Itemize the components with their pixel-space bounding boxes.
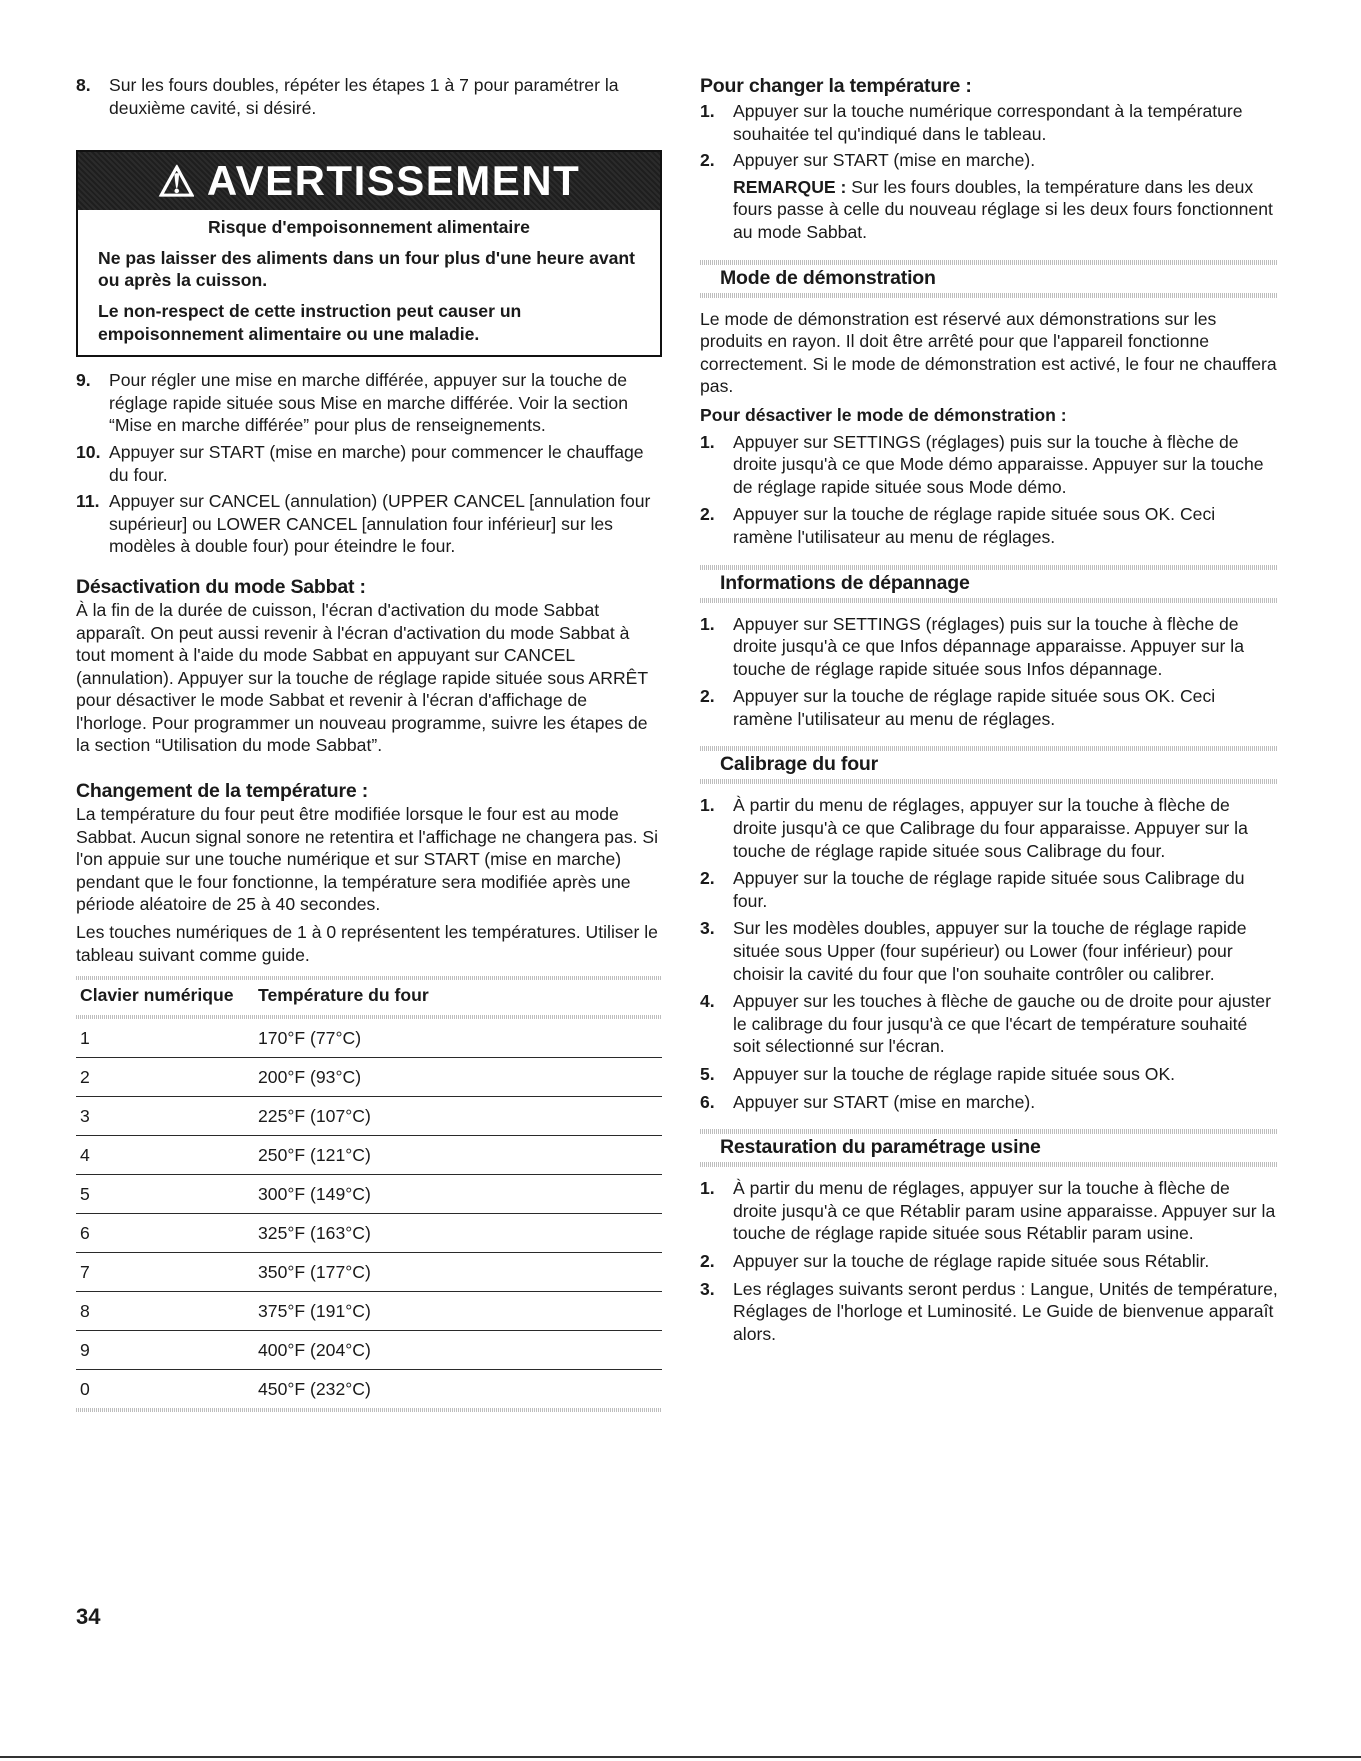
keypad-cell: 7 xyxy=(80,1261,90,1282)
table-row xyxy=(76,1370,662,1408)
keypad-cell: 1 xyxy=(80,1027,90,1048)
warning-box xyxy=(76,150,662,357)
step-number: 2. xyxy=(700,1250,715,1271)
keypad-cell: 4 xyxy=(80,1144,90,1165)
header-temperature: Température du four xyxy=(258,985,429,1006)
step-text: Appuyer sur START (mise en marche). xyxy=(733,150,1036,171)
keypad-cell: 5 xyxy=(80,1183,90,1204)
step-number: 3. xyxy=(700,918,715,939)
step-text: Sur les fours doubles, répéter les étapes 1 à 7 pour paramétrer la deuxième cavité, si désiré. xyxy=(109,75,619,118)
page-number: 34 xyxy=(76,1604,101,1629)
note-label: REMARQUE : xyxy=(733,176,847,197)
warning-banner xyxy=(78,152,660,210)
step-text: Appuyer sur la touche de réglage rapide située sous OK. xyxy=(733,1064,1176,1084)
page-bottom-rule xyxy=(0,1756,1361,1758)
step-text: Appuyer sur la touche de réglage rapide située sous OK. Ceci ramène l'utilisateur au menu de réglages. xyxy=(733,686,1216,729)
steps-list xyxy=(76,369,662,558)
step-text: Appuyer sur START (mise en marche) pour commencer le chauffage du four. xyxy=(109,441,644,485)
step-text: Appuyer sur la touche de réglage rapide située sous Rétablir. xyxy=(733,1250,1210,1271)
step-10 xyxy=(76,441,662,486)
step-8 xyxy=(76,74,662,119)
demo-heading: Mode de démonstration xyxy=(720,266,936,289)
keypad-cell: 9 xyxy=(80,1339,90,1360)
table-row xyxy=(76,1292,662,1331)
keypad-cell: 0 xyxy=(80,1378,90,1399)
step-number: 2. xyxy=(700,686,715,707)
step-number: 8. xyxy=(76,75,91,95)
left-column xyxy=(76,74,662,1412)
info-heading: Informations de dépannage xyxy=(720,571,970,594)
change-step-1 xyxy=(700,100,1278,145)
step-text: Appuyer sur la touche de réglage rapide située sous OK. Ceci ramène l'utilisateur au menu de réglages. xyxy=(733,504,1216,547)
table-row xyxy=(76,1136,662,1175)
temperature-table xyxy=(76,976,662,1412)
table-header xyxy=(76,980,662,1015)
calib-step-4 xyxy=(700,990,1278,1058)
reset-step-1 xyxy=(700,1177,1278,1245)
keypad-cell: 3 xyxy=(80,1105,90,1126)
info-step-2 xyxy=(700,685,1278,730)
temperature-cell: 350°F (177°C) xyxy=(258,1261,371,1282)
calib-step-3 xyxy=(700,917,1278,985)
table-bottom-rule xyxy=(76,1408,662,1412)
table-row xyxy=(76,1097,662,1136)
step-number: 3. xyxy=(700,1278,715,1299)
reset-section-header xyxy=(700,1129,1278,1167)
changement-text-1: La température du four peut être modifiée lorsque le four est au mode Sabbat. Aucun signal sonore ne retentira et l'affichage ne changera pas. Si l'on appuie sur une touche numérique et sur START (mise en marche) pendant que le four fonctionne, la température sera modifiée après une période aléatoire de 25 à 40 secondes. xyxy=(76,804,659,915)
table-body xyxy=(76,1019,662,1408)
calib-step-2 xyxy=(700,867,1278,912)
keypad-cell: 8 xyxy=(80,1300,90,1321)
pour-changer-heading: Pour changer la température : xyxy=(700,75,972,97)
step-number: 1. xyxy=(700,613,715,634)
change-note xyxy=(700,176,1278,244)
info-section-header xyxy=(700,565,1278,603)
table-row xyxy=(76,1058,662,1097)
temperature-cell: 300°F (149°C) xyxy=(258,1183,371,1204)
step-number: 10. xyxy=(76,441,101,462)
step-number: 1. xyxy=(700,795,715,816)
demo-step-1 xyxy=(700,431,1278,499)
temperature-cell: 450°F (232°C) xyxy=(258,1378,371,1399)
temperature-cell: 200°F (93°C) xyxy=(258,1066,362,1087)
demo-step-2 xyxy=(700,503,1278,548)
warning-title: AVERTISSEMENT xyxy=(206,157,581,205)
warning-line-2: Le non-respect de cette instruction peut causer un empoisonnement alimentaire ou une maladie. xyxy=(98,300,522,344)
calib-step-5 xyxy=(700,1063,1278,1086)
calib-step-6 xyxy=(700,1091,1278,1114)
step-number: 2. xyxy=(700,868,715,889)
demo-subheading: Pour désactiver le mode de démonstration : xyxy=(700,404,1067,425)
table-row xyxy=(76,1331,662,1370)
keypad-cell: 2 xyxy=(80,1066,90,1087)
temperature-cell: 250°F (121°C) xyxy=(258,1144,371,1165)
desactivation-text: À la fin de la durée de cuisson, l'écran d'activation du mode Sabbat apparaît. On peut aussi revenir à l'écran d'activation du mode Sabbat à tout moment à l'aide du mode Sabbat en appuyant sur CANCEL (annulation). Appuyer sur la touche de réglage rapide située sous ARRÊT pour désactiver le mode Sabbat et revenir à l'écran d'affichage de l'horloge. Pour programmer un nouveau programme, suivre les étapes de la section “Utilisation du mode Sabbat”. xyxy=(76,599,648,756)
calib-heading: Calibrage du four xyxy=(720,753,879,776)
temperature-cell: 375°F (191°C) xyxy=(258,1300,371,1321)
demo-text: Le mode de démonstration est réservé aux démonstrations sur les produits en rayon. Il doit être arrêté pour que l'appareil fonctionne correctement. Si le mode de démonstration est activé, le four ne chauffera pas. xyxy=(700,308,1277,397)
step-text: Appuyer sur CANCEL (annulation) (UPPER CANCEL [annulation four supérieur] ou LOWER CANCEL [annulation four inférieur] sur les modèles à double four) pour éteindre le four. xyxy=(109,491,651,557)
calib-section-header xyxy=(700,746,1278,784)
demo-section-header xyxy=(700,260,1278,298)
temperature-cell: 400°F (204°C) xyxy=(258,1339,371,1360)
step-number: 1. xyxy=(700,1178,715,1199)
step-text: Appuyer sur SETTINGS (réglages) puis sur la touche à flèche de droite jusqu'à ce que Mode démo apparaisse. Appuyer sur la touche de réglage rapide située sous Mode démo. xyxy=(733,431,1264,497)
step-number: 2. xyxy=(700,150,715,171)
temperature-cell: 225°F (107°C) xyxy=(258,1105,371,1126)
step-number: 6. xyxy=(700,1091,715,1112)
step-number: 4. xyxy=(700,991,715,1012)
step-text: Appuyer sur SETTINGS (réglages) puis sur la touche à flèche de droite jusqu'à ce que Infos dépannage apparaisse. Appuyer sur la touche de réglage rapide située sous Infos dépannage. xyxy=(733,613,1245,679)
keypad-cell: 6 xyxy=(80,1222,90,1243)
step-text: Pour régler une mise en marche différée, appuyer sur la touche de réglage rapide située sous Mise en marche différée. Voir la section “Mise en marche différée” pour plus de renseignements. xyxy=(109,370,628,436)
step-text: Sur les modèles doubles, appuyer sur la touche de réglage rapide située sous Upper (four supérieur) ou Lower (four inférieur) pour choisir la cavité du four que l'on souhaite contrôler ou calibrer. xyxy=(733,918,1247,984)
header-keypad: Clavier numérique xyxy=(80,985,234,1006)
warning-line-1: Ne pas laisser des aliments dans un four plus d'une heure avant ou après la cuisson. xyxy=(98,247,636,291)
calib-step-1 xyxy=(700,794,1278,862)
table-row xyxy=(76,1175,662,1214)
desactivation-heading: Désactivation du mode Sabbat : xyxy=(76,575,366,598)
step-number: 11. xyxy=(76,491,100,512)
step-text: Appuyer sur la touche numérique correspondant à la température souhaitée tel qu'indiqué dans le tableau. xyxy=(733,101,1243,144)
reset-heading: Restauration du paramétrage usine xyxy=(720,1136,1041,1159)
step-number: 2. xyxy=(700,504,715,525)
changement-heading: Changement de la température : xyxy=(76,780,368,803)
reset-step-3 xyxy=(700,1278,1278,1346)
step-number: 9. xyxy=(76,370,91,391)
table-row xyxy=(76,1253,662,1292)
right-column xyxy=(700,74,1278,1345)
info-step-1 xyxy=(700,613,1278,681)
changement-text-2: Les touches numériques de 1 à 0 représentent les températures. Utiliser le tableau suivant comme guide. xyxy=(76,922,658,965)
temperature-cell: 170°F (77°C) xyxy=(258,1027,362,1048)
step-number: 5. xyxy=(700,1064,715,1084)
step-text: Appuyer sur la touche de réglage rapide située sous Calibrage du four. xyxy=(733,868,1245,911)
reset-step-2 xyxy=(700,1250,1278,1273)
step-number: 1. xyxy=(700,101,715,121)
table-row xyxy=(76,1214,662,1253)
warning-triangle-icon: ⚠ xyxy=(157,157,197,205)
step-9 xyxy=(76,369,662,437)
step-text: Appuyer sur START (mise en marche). xyxy=(733,1091,1036,1112)
warning-risk: Risque d'empoisonnement alimentaire xyxy=(208,217,530,238)
step-text: Les réglages suivants seront perdus : Langue, Unités de température, Réglages de l'horloge et Luminosité. Le Guide de bienvenue apparaît alors. xyxy=(733,1278,1278,1344)
note-text: Sur les fours doubles, la température dans les deux fours passe à celle du nouveau réglage si les deux fours fonctionnent au mode Sabbat. xyxy=(733,176,1273,242)
step-text: Appuyer sur les touches à flèche de gauche ou de droite pour ajuster le calibrage du four jusqu'à ce que l'écart de température souhaité soit sélectionné sur l'écran. xyxy=(733,991,1271,1057)
change-step-2 xyxy=(700,149,1278,172)
temperature-cell: 325°F (163°C) xyxy=(258,1222,371,1243)
step-11 xyxy=(76,490,662,558)
step-number: 1. xyxy=(700,431,715,452)
table-row xyxy=(76,1019,662,1058)
step-text: À partir du menu de réglages, appuyer sur la touche à flèche de droite jusqu'à ce que Calibrage du four apparaisse. Appuyer sur la touche de réglage rapide située sous Calibrage du four. xyxy=(733,795,1248,861)
step-text: À partir du menu de réglages, appuyer sur la touche à flèche de droite jusqu'à ce que Rétablir param usine apparaisse. Appuyer sur la touche de réglage rapide située sous Rétablir param usine. xyxy=(733,1178,1276,1244)
